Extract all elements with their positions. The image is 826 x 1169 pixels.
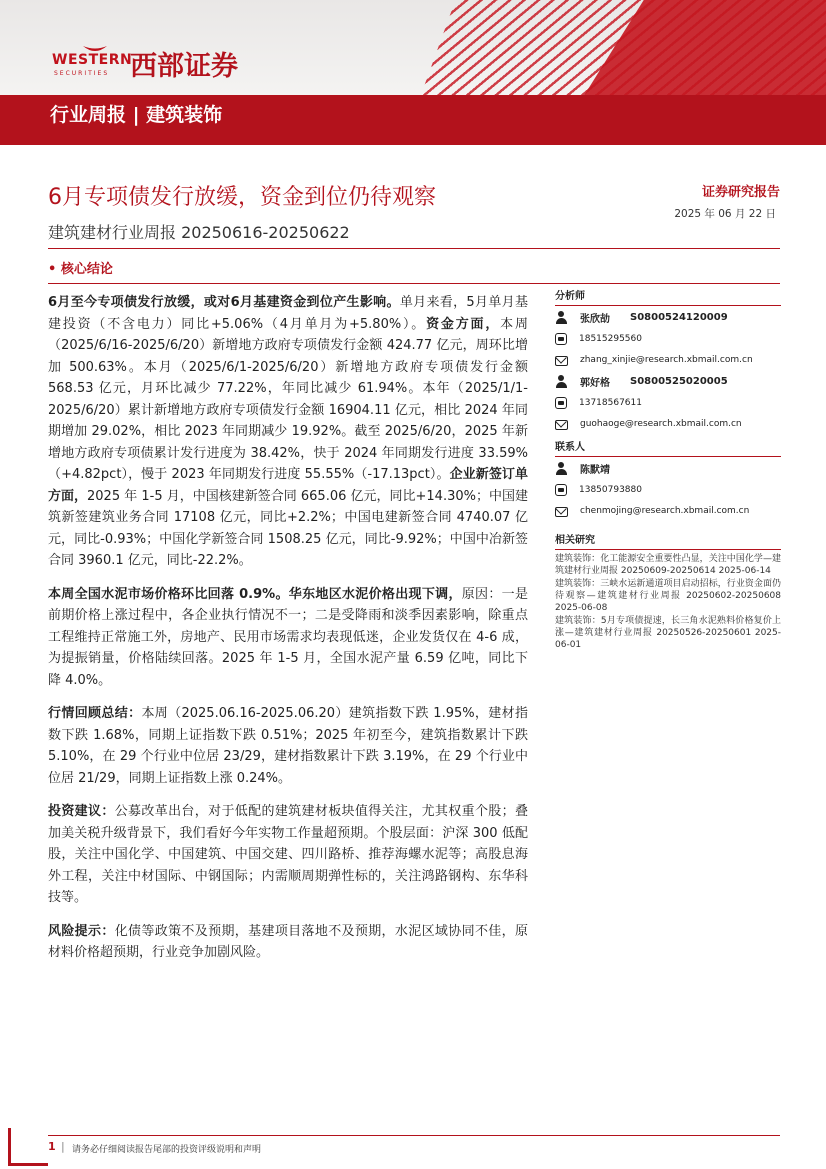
paragraph-lead: 6月至今专项债发行放缓，或对6月基建资金到位产生影响。: [48, 295, 400, 310]
related-item[interactable]: 建筑装饰：5月专项债提速，长三角水泥熟料价格复价上涨—建筑建材行业周报 20250526-20250601 2025-06-01: [555, 616, 781, 650]
corner-mark-vertical: [8, 1128, 11, 1166]
logo-chinese: 西部证券: [130, 51, 238, 82]
contact-phone: 13850793880: [579, 484, 642, 495]
sidebar: [555, 283, 781, 652]
analyst-email-row: [555, 413, 781, 434]
logo-english-sub: SECURITIES: [54, 70, 110, 77]
page-number: 1: [48, 1140, 56, 1153]
corner-mark-horizontal: [8, 1163, 48, 1166]
analyst-phone-row: [555, 392, 781, 413]
paragraph-cement: [48, 584, 528, 692]
phone-icon: [555, 397, 567, 409]
related-heading: 相关研究: [555, 527, 781, 550]
related-list: [555, 550, 781, 651]
header-banner: [0, 0, 826, 145]
mail-icon: [555, 420, 568, 430]
footer-notice: 请务必仔细阅读报告尾部的投资评级说明和声明: [72, 1145, 262, 1155]
main-body: [48, 292, 528, 976]
phone-icon: [555, 484, 567, 496]
contact-heading: 联系人: [555, 434, 781, 457]
core-conclusion-heading: • 核心结论: [48, 262, 113, 277]
analyst-phone-row: [555, 328, 781, 349]
paragraph-market-review: [48, 703, 528, 789]
page-subtitle: 建筑建材行业周报 20250616-20250622: [48, 223, 350, 242]
paragraph-text: 公募改革出台，对于低配的建筑建材板块值得关注，尤其权重个股；叠加美关税升级背景下，我们看好今年实物工作量超预期。个股层面：沪深 300 低配股，关注中国化学、中国建筑、中国交建、四川路桥、推荐海螺水泥等；高股息海外工程，关注中材国际、中钢国际；内需顺周期弹性标的，关注鸿路钢构、东华科技等。: [48, 804, 528, 905]
footer-divider: [48, 1135, 780, 1136]
contact-email-row: [555, 500, 781, 521]
mail-icon: [555, 507, 568, 517]
mail-icon: [555, 356, 568, 366]
contact-email[interactable]: chenmojing@research.xbmail.com.cn: [580, 505, 750, 516]
user-icon: [555, 375, 568, 388]
analyst-email[interactable]: guohaoge@research.xbmail.com.cn: [580, 418, 742, 429]
analyst-row: [555, 306, 781, 328]
report-date: 2025 年 06 月 22 日: [674, 208, 776, 220]
analyst-row: [555, 370, 781, 392]
paragraph-text: 本周（2025/6/16-2025/6/20）新增地方政府专项债发行金额 424.77 亿元，周环比增加 500.63%。本月（2025/6/1-2025/6/20）新增地方政府专项债发行金额 568.53 亿元，月环比减少 77.22%，年同比减少 61.94%。本年（2025/1/1-2025/6/20）累计新增地方政府专项债发行金额 16904.11 亿元，相比 2024 年同期增加 29.02%，相比 2023 年同期减少 19.92%。截至 2025/6/20，2025 年新增地方政府专项债累计发行进度为 38.42%，快于 2024 年同期发行进度 33.59%（+4.82pct），慢于 2023 年同期发行进度 55.55%（-17.13pct）。: [48, 316, 528, 482]
analyst-heading: 分析师: [555, 283, 781, 306]
logo-english: WESTERN: [52, 52, 133, 68]
contact-phone-row: [555, 479, 781, 500]
paragraph-text: 原因：一是前期价格上涨过程中，各企业执行情况不一；二是受降雨和淡季因素影响，除重点工程维持正常施工外，房地产、民用市场需求均表现低迷，企业发货仅在 4-6 成，为提振销量，价格陆续回落。2025 年 1-5 月，全国水泥产量 6.59 亿吨，同比下降 4.0%。: [48, 586, 528, 688]
paragraph-risk: [48, 921, 528, 964]
user-icon: [555, 462, 568, 475]
paragraph-text: 化债等政策不及预期，基建项目落地不及预期，水泥区域协同不佳，原材料价格超预期，行业竞争加剧风险。: [48, 923, 528, 960]
paragraph-lead: 资金方面，: [426, 316, 501, 332]
paragraph-lead: 行情回顾总结：: [48, 706, 142, 721]
report-type-label: 证券研究报告: [701, 185, 780, 200]
paragraph-lead: 风险提示：: [48, 923, 115, 939]
contact-name: 陈默靖: [580, 464, 610, 476]
paragraph-text: 单月来看，5月单月基建投资（不含电力）同比+5.06%（4月单月为+5.80%）。: [48, 295, 528, 332]
analyst-phone: 13718567611: [579, 397, 642, 408]
related-item[interactable]: 建筑装饰：化工能源安全重要性凸显，关注中国化学—建筑建材行业周报 20250609-20250614 2025-06-14: [555, 554, 781, 576]
paragraph-lead: 本周全国水泥市场价格环比回落 0.9%。华东地区水泥价格出现下调，: [48, 586, 462, 602]
paragraph-text: 2025 年 1-5 月，中国核建新签合同 665.06 亿元，同比+14.30%；中国建筑新签建筑业务合同 17108 亿元，同比+2.2%；中国电建新签合同 4740.07 亿元，同比-0.93%；中国化学新签合同 1508.25 亿元，同比-9.92%；中国中冶新签合同 3960.1 亿元，同比-22.2%。: [48, 488, 528, 568]
analyst-email[interactable]: zhang_xinjie@research.xbmail.com.cn: [580, 354, 753, 365]
footer-separator: |: [61, 1140, 65, 1153]
analyst-code: S0800525020005: [630, 375, 728, 387]
analyst-code: S0800524120009: [630, 311, 728, 323]
related-item[interactable]: 建筑装饰：三峡水运新通道项目启动招标，行业资金面仍待观察—建筑建材行业周报 20250602-20250608 2025-06-08: [555, 579, 781, 613]
paragraph-text: 本周（2025.06.16-2025.06.20）建筑指数下跌 1.95%，建材指数下跌 1.68%，同期上证指数下跌 0.51%；2025 年初至今，建筑指数累计下跌 5.10%，在 29 个行业中位居 23/29，建材指数累计下跌 3.19%，在 29 个行业中位居 21/29，同期上证指数上涨 0.24%。: [48, 706, 528, 786]
report-category: 行业周报 | 建筑装饰: [50, 104, 223, 126]
phone-icon: [555, 333, 567, 345]
paragraph-investment: [48, 801, 528, 909]
user-icon: [555, 311, 568, 324]
analyst-name: 张欣劼: [580, 313, 610, 325]
analyst-email-row: [555, 349, 781, 370]
paragraph-lead: 企业新签订单方面，: [48, 467, 528, 504]
paragraph-lead: 投资建议：: [48, 804, 115, 819]
paragraph-infrastructure: [48, 292, 528, 572]
title-divider: [48, 248, 780, 249]
page-title: 6月专项债发行放缓，资金到位仍待观察: [48, 185, 436, 210]
contact-row: [555, 457, 781, 479]
analyst-phone: 18515295560: [579, 333, 642, 344]
analyst-name: 郭好格: [580, 377, 610, 389]
